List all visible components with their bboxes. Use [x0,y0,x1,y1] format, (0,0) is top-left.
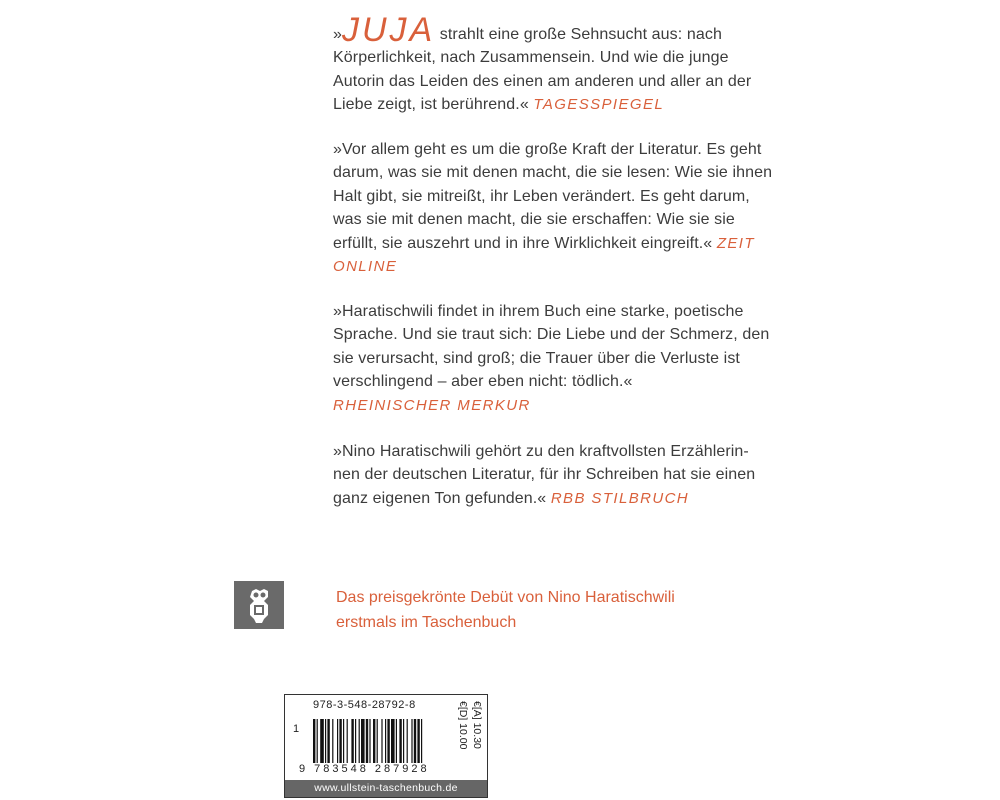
book-title-juja: JUJA [342,11,436,49]
barcode-lead-digit: 1 [293,723,300,735]
barcode-bar [337,719,338,763]
review-quote-rheinischer-merkur [333,300,773,417]
barcode-bar [403,719,404,763]
barcode-bar [313,719,315,763]
review-quote-tagesspiegel [333,11,773,117]
barcode-bar [417,719,419,763]
quote-source: RHEINISCHER MERKUR [333,396,531,414]
barcode-bar [369,719,370,763]
quote-text: strahlt eine große Sehnsucht aus: nach Körperlichkeit, nach Zusammensein. Und wie die junge Autorin das Leiden des einen am anderen und aller an der Liebe zeigt, ist berührend.« [333,26,752,114]
price-austria: €[A] 10.30 [471,701,483,749]
barcode-bar [399,719,401,763]
isbn-number: 978-3-548-28792-8 [313,699,416,711]
owl-logo-icon [234,581,284,629]
barcode-bar [327,719,329,763]
barcode-bar [396,719,397,763]
barcode-bar [359,719,360,763]
review-quote-zeit-online [333,138,773,278]
barcode-bar [339,719,341,763]
review-quote-rbb-stilbruch [333,440,773,510]
quote-text: »Vor allem geht es um die große Kraft der Literatur. Es geht darum, was sie mit denen macht, die sie lesen: Wie sie ihnen Halt gibt, sie mitreißt, ihr Leben verändert. Es geht darum, was sie mit denen macht, die sie erschaffen: Wie sie sie erfüllt, sie auszehrt und in ihre Wirklichkeit eingreift.« [333,141,773,252]
barcode-bar [414,719,416,763]
quote-text: »Nino Haratischwili gehört zu den kraftvollsten Erzählerin-nen der deutschen Literatur, für ihr Schreiben hat sie einen ganz eigenen Ton gefunden.« [333,443,756,507]
barcode-bar [421,719,422,763]
barcode-bar [411,719,412,763]
barcode-bar [381,719,382,763]
barcode-bar [355,719,356,763]
edition-blurb [336,585,756,635]
isbn-barcode-box [284,694,488,798]
barcode-bar [387,719,389,763]
quote-source: RBB STILBRUCH [550,489,690,507]
price-germany: €[D] 10.00 [457,701,469,750]
barcode-bar [332,719,333,763]
barcode-bar [320,719,324,763]
price-block [455,701,485,771]
barcode-bar [361,719,365,763]
blurb-line-1: Das preisgekrönte Debüt von Nino Haratischwili [336,589,675,606]
barcode-bar [391,719,395,763]
barcode-bar [407,719,408,763]
barcode-digits: 9 783548 287928 [299,763,430,775]
barcode-bar [377,719,378,763]
barcode-bar [325,719,326,763]
quote-open-mark: » [333,26,342,43]
barcode-bar [347,719,348,763]
barcode-bar [385,719,386,763]
publisher-url: www.ullstein-taschenbuch.de [285,780,487,797]
barcode-bars [313,719,461,763]
quote-source: TAGESSPIEGEL [533,96,665,114]
quote-text: »Haratischwili findet in ihrem Buch eine starke, poetische Sprache. Und sie traut sich: Die Liebe und der Schmerz, den sie verursacht, sind groß; die Trauer über die Verluste ist verschlingend – aber eben nicht: tödlich.« [333,303,770,391]
barcode-bar [343,719,344,763]
barcode-bar [373,719,375,763]
barcode-bar [317,719,318,763]
blurb-line-2: erstmals im Taschenbuch [336,614,517,631]
barcode-bar [366,719,368,763]
barcode-bar [351,719,353,763]
quote-source: ZEIT ONLINE [333,234,755,276]
